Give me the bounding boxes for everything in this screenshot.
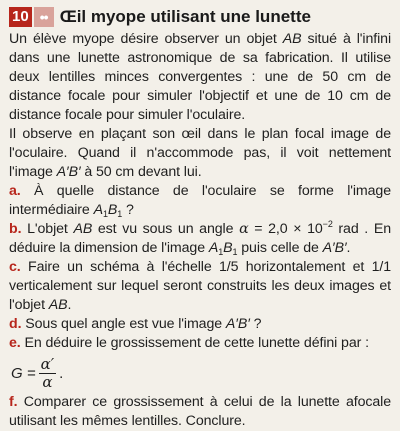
object-ab-c: AB bbox=[48, 297, 68, 313]
question-f bbox=[9, 393, 391, 431]
angle-equation: = 2,0 × 10 bbox=[248, 221, 323, 237]
question-a bbox=[9, 182, 391, 220]
question-e-label: e. bbox=[9, 335, 21, 351]
difficulty-badge: •• bbox=[34, 7, 54, 27]
question-a-label: a. bbox=[9, 183, 21, 199]
image-ab-prime: A′B′ bbox=[56, 164, 81, 180]
var-a1: A bbox=[93, 202, 103, 218]
intro-text-2b: à 50 cm devant lui. bbox=[80, 164, 202, 180]
magnification-formula bbox=[9, 353, 391, 393]
question-f-text: Comparer ce grossissement à celui de la lunette afocale utilisant les mêmes lentilles. Conclure. bbox=[9, 394, 392, 429]
question-c bbox=[9, 258, 391, 315]
exercise-header bbox=[9, 6, 391, 28]
formula-fraction bbox=[39, 356, 57, 391]
question-d bbox=[9, 315, 391, 334]
alpha-symbol: α bbox=[239, 221, 249, 237]
question-c-text: Faire un schéma à l'échelle 1/5 horizontalement et 1/1 verticalement sur lequel seront construits les deux images et l'objet bbox=[9, 259, 391, 313]
sub-1a-b: 1 bbox=[218, 247, 224, 257]
var-a1-b: A bbox=[208, 240, 219, 256]
question-a-text: À quelle distance de l'oculaire se forme l'image intermédiaire bbox=[9, 183, 391, 218]
question-b-text-a: L'objet bbox=[27, 221, 74, 237]
intro-paragraph-1 bbox=[9, 30, 391, 125]
object-ab-intro: AB bbox=[282, 31, 302, 47]
question-e-text: En déduire le grossissement de cette lunette défini par : bbox=[24, 335, 369, 351]
sub-1a: 1 bbox=[102, 209, 108, 219]
question-b-end: . bbox=[346, 240, 351, 256]
question-c-end: . bbox=[67, 297, 72, 313]
question-b-label: b. bbox=[9, 221, 22, 237]
exercise-title: Œil myope utilisant une lunette bbox=[59, 7, 311, 26]
angle-exponent: −2 bbox=[322, 219, 333, 229]
formula-lhs: G = bbox=[11, 364, 36, 382]
exercise-number-badge: 10 bbox=[9, 7, 32, 27]
intro-paragraph-2 bbox=[9, 125, 391, 182]
question-d-text: Sous quel angle est vue l'image bbox=[25, 316, 226, 332]
intro-text-2a: Il observe en plaçant son œil dans le plan focal image de l'oculaire. Quand il n'accommode pas, il voit nettement l'image bbox=[9, 126, 391, 180]
formula-denominator: α bbox=[42, 372, 53, 391]
question-d-end: ? bbox=[249, 316, 262, 332]
question-e bbox=[9, 334, 391, 353]
question-a-end: ? bbox=[122, 202, 134, 218]
image-ab-prime-b: A′B′ bbox=[322, 240, 347, 256]
question-b-unit: rad . En déduire la dimension de l'image bbox=[9, 221, 391, 256]
question-c-label: c. bbox=[9, 259, 21, 275]
question-b bbox=[9, 220, 391, 258]
formula-end: . bbox=[59, 364, 64, 382]
sub-1b: 1 bbox=[117, 209, 123, 219]
var-b1: B bbox=[107, 202, 118, 218]
var-b1-b: B bbox=[223, 240, 233, 256]
formula-numerator: α′ bbox=[40, 354, 55, 373]
question-f-label: f. bbox=[9, 394, 18, 410]
question-b-text-c: puis celle de bbox=[237, 240, 323, 256]
question-b-text-b: est vu sous un angle bbox=[92, 221, 240, 237]
question-d-label: d. bbox=[9, 316, 22, 332]
intro-text-1: Un élève myope désire observer un objet AB situé à l'infini dans une lunette astronomique de sa fabrication. Il utilise deux lentilles minces convergentes : une de 50 cm de distance focale pour simuler l'objectif et une de 10 cm de distance focale pour simuler l'oculaire. bbox=[9, 31, 391, 123]
sub-1b-b: 1 bbox=[232, 247, 238, 257]
image-ab-prime-d: A′B′ bbox=[225, 316, 250, 332]
object-ab: AB bbox=[73, 221, 93, 237]
